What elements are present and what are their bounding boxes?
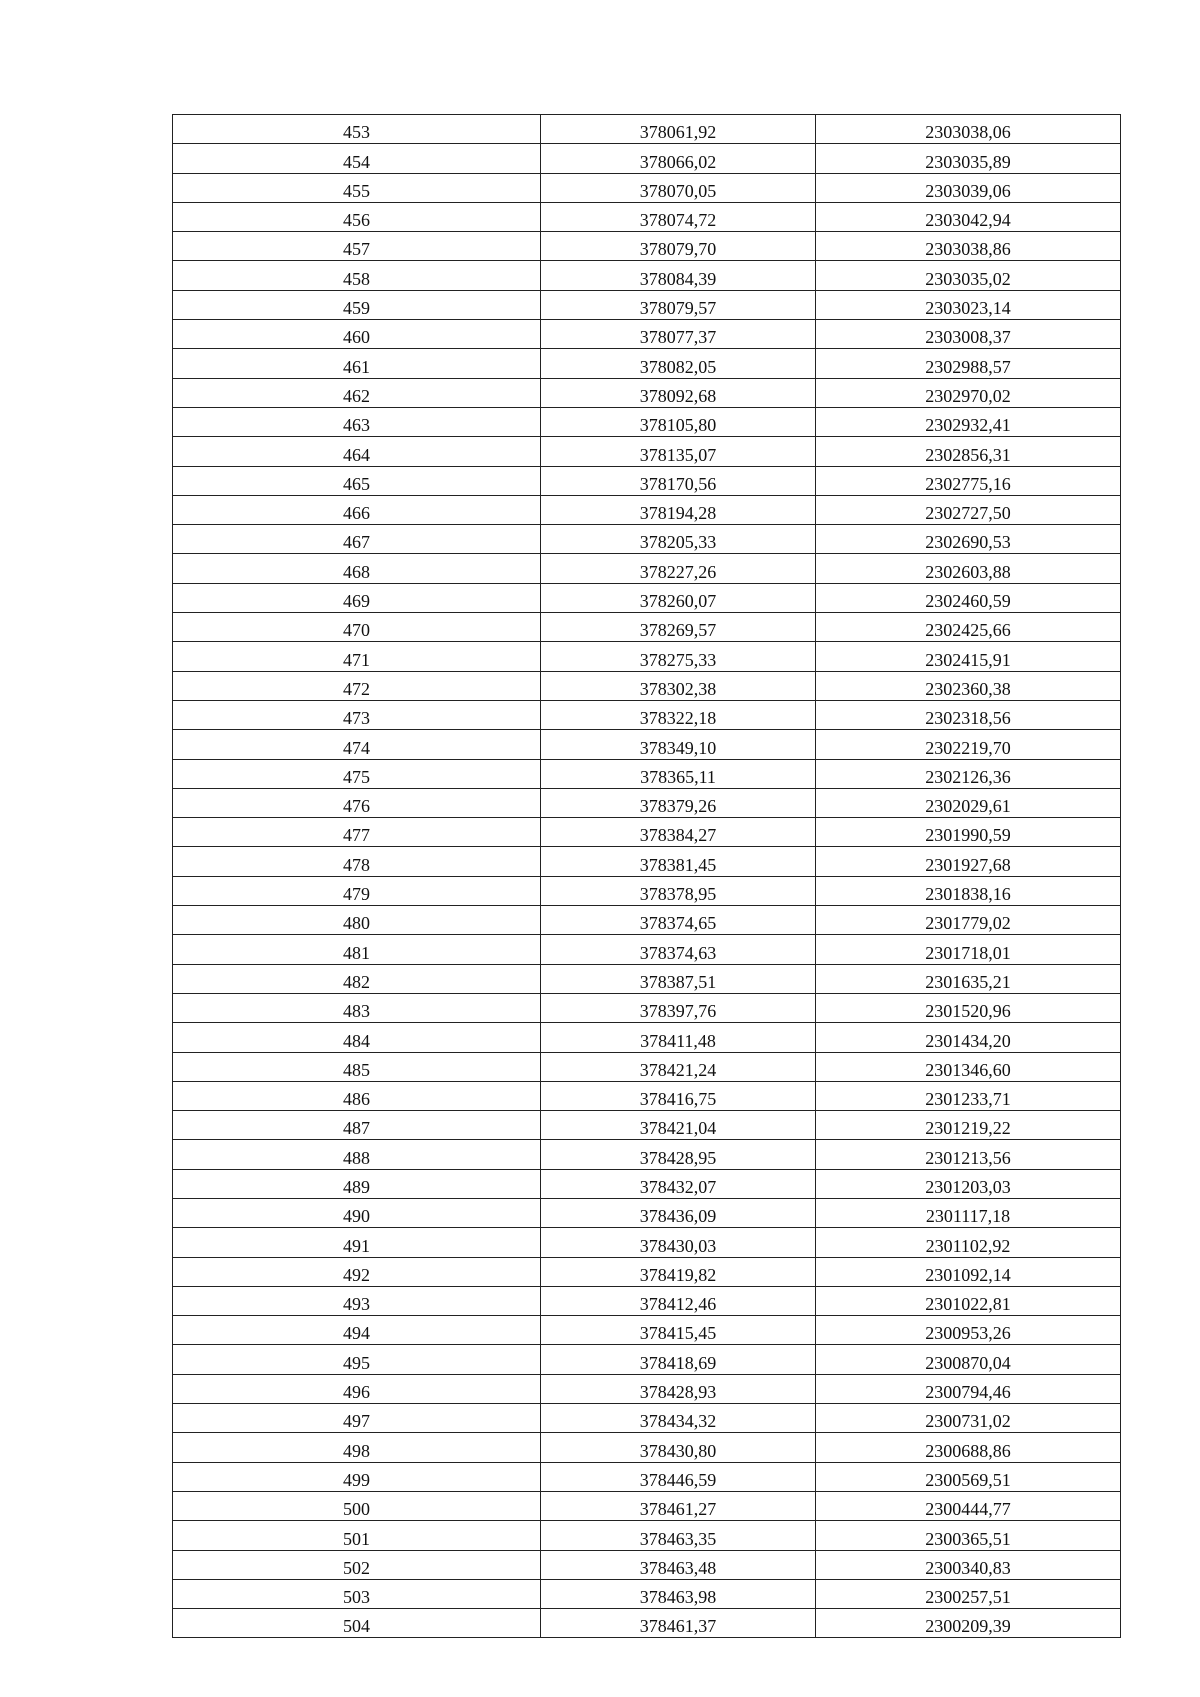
table-row (173, 495, 1121, 524)
y-coordinate-cell: 2303023,14 (816, 290, 1121, 319)
point-number-cell: 477 (173, 818, 541, 847)
y-coordinate-cell: 2301434,20 (816, 1023, 1121, 1052)
point-number-cell: 471 (173, 642, 541, 671)
point-number-cell: 466 (173, 495, 541, 524)
x-coordinate-cell: 378463,48 (541, 1550, 816, 1579)
point-number-cell: 487 (173, 1111, 541, 1140)
y-coordinate-cell: 2302460,59 (816, 583, 1121, 612)
y-coordinate-cell: 2303008,37 (816, 320, 1121, 349)
table-row (173, 320, 1121, 349)
table-row (173, 993, 1121, 1022)
point-number-cell: 489 (173, 1169, 541, 1198)
table-row (173, 1052, 1121, 1081)
table-row (173, 407, 1121, 436)
y-coordinate-cell: 2301346,60 (816, 1052, 1121, 1081)
x-coordinate-cell: 378269,57 (541, 613, 816, 642)
point-number-cell: 453 (173, 115, 541, 144)
y-coordinate-cell: 2303038,86 (816, 232, 1121, 261)
y-coordinate-cell: 2303035,02 (816, 261, 1121, 290)
y-coordinate-cell: 2301233,71 (816, 1081, 1121, 1110)
y-coordinate-cell: 2302126,36 (816, 759, 1121, 788)
x-coordinate-cell: 378302,38 (541, 671, 816, 700)
table-row (173, 1462, 1121, 1491)
y-coordinate-cell: 2300870,04 (816, 1345, 1121, 1374)
x-coordinate-cell: 378077,37 (541, 320, 816, 349)
table-row (173, 671, 1121, 700)
table-row (173, 788, 1121, 817)
point-number-cell: 461 (173, 349, 541, 378)
y-coordinate-cell: 2302727,50 (816, 495, 1121, 524)
x-coordinate-cell: 378260,07 (541, 583, 816, 612)
y-coordinate-cell: 2300731,02 (816, 1404, 1121, 1433)
y-coordinate-cell: 2302360,38 (816, 671, 1121, 700)
y-coordinate-cell: 2300794,46 (816, 1374, 1121, 1403)
y-coordinate-cell: 2303038,06 (816, 115, 1121, 144)
table-row (173, 1374, 1121, 1403)
y-coordinate-cell: 2302690,53 (816, 525, 1121, 554)
x-coordinate-cell: 378434,32 (541, 1404, 816, 1433)
point-number-cell: 462 (173, 378, 541, 407)
y-coordinate-cell: 2302219,70 (816, 730, 1121, 759)
y-coordinate-cell: 2303042,94 (816, 202, 1121, 231)
x-coordinate-cell: 378397,76 (541, 993, 816, 1022)
point-number-cell: 490 (173, 1198, 541, 1227)
table-row (173, 349, 1121, 378)
point-number-cell: 491 (173, 1228, 541, 1257)
table-row (173, 1521, 1121, 1550)
point-number-cell: 502 (173, 1550, 541, 1579)
y-coordinate-cell: 2300688,86 (816, 1433, 1121, 1462)
table-row (173, 1023, 1121, 1052)
y-coordinate-cell: 2301219,22 (816, 1111, 1121, 1140)
x-coordinate-cell: 378381,45 (541, 847, 816, 876)
x-coordinate-cell: 378418,69 (541, 1345, 816, 1374)
y-coordinate-cell: 2300257,51 (816, 1579, 1121, 1608)
x-coordinate-cell: 378322,18 (541, 700, 816, 729)
x-coordinate-cell: 378411,48 (541, 1023, 816, 1052)
table-row (173, 583, 1121, 612)
x-coordinate-cell: 378415,45 (541, 1316, 816, 1345)
x-coordinate-cell: 378412,46 (541, 1286, 816, 1315)
y-coordinate-cell: 2302988,57 (816, 349, 1121, 378)
point-number-cell: 473 (173, 700, 541, 729)
x-coordinate-cell: 378205,33 (541, 525, 816, 554)
y-coordinate-cell: 2303035,89 (816, 144, 1121, 173)
x-coordinate-cell: 378170,56 (541, 466, 816, 495)
point-number-cell: 468 (173, 554, 541, 583)
coordinates-table (172, 114, 1121, 1638)
point-number-cell: 479 (173, 876, 541, 905)
x-coordinate-cell: 378227,26 (541, 554, 816, 583)
point-number-cell: 501 (173, 1521, 541, 1550)
table-row (173, 173, 1121, 202)
x-coordinate-cell: 378428,95 (541, 1140, 816, 1169)
point-number-cell: 500 (173, 1491, 541, 1520)
y-coordinate-cell: 2302425,66 (816, 613, 1121, 642)
y-coordinate-cell: 2301718,01 (816, 935, 1121, 964)
table-row (173, 232, 1121, 261)
table-row (173, 906, 1121, 935)
x-coordinate-cell: 378461,37 (541, 1609, 816, 1638)
x-coordinate-cell: 378084,39 (541, 261, 816, 290)
y-coordinate-cell: 2302856,31 (816, 437, 1121, 466)
point-number-cell: 480 (173, 906, 541, 935)
point-number-cell: 470 (173, 613, 541, 642)
y-coordinate-cell: 2302318,56 (816, 700, 1121, 729)
x-coordinate-cell: 378349,10 (541, 730, 816, 759)
point-number-cell: 481 (173, 935, 541, 964)
point-number-cell: 494 (173, 1316, 541, 1345)
x-coordinate-cell: 378374,65 (541, 906, 816, 935)
x-coordinate-cell: 378430,03 (541, 1228, 816, 1257)
table-row (173, 1169, 1121, 1198)
x-coordinate-cell: 378430,80 (541, 1433, 816, 1462)
y-coordinate-cell: 2301635,21 (816, 964, 1121, 993)
table-row (173, 437, 1121, 466)
point-number-cell: 458 (173, 261, 541, 290)
x-coordinate-cell: 378428,93 (541, 1374, 816, 1403)
y-coordinate-cell: 2301213,56 (816, 1140, 1121, 1169)
coordinates-table-body (173, 115, 1121, 1638)
table-row (173, 1433, 1121, 1462)
x-coordinate-cell: 378463,98 (541, 1579, 816, 1608)
y-coordinate-cell: 2301927,68 (816, 847, 1121, 876)
point-number-cell: 498 (173, 1433, 541, 1462)
x-coordinate-cell: 378436,09 (541, 1198, 816, 1227)
point-number-cell: 463 (173, 407, 541, 436)
y-coordinate-cell: 2302415,91 (816, 642, 1121, 671)
point-number-cell: 467 (173, 525, 541, 554)
table-row (173, 378, 1121, 407)
x-coordinate-cell: 378384,27 (541, 818, 816, 847)
y-coordinate-cell: 2301092,14 (816, 1257, 1121, 1286)
table-row (173, 1316, 1121, 1345)
table-row (173, 1609, 1121, 1638)
point-number-cell: 465 (173, 466, 541, 495)
x-coordinate-cell: 378446,59 (541, 1462, 816, 1491)
y-coordinate-cell: 2300209,39 (816, 1609, 1121, 1638)
x-coordinate-cell: 378074,72 (541, 202, 816, 231)
y-coordinate-cell: 2301990,59 (816, 818, 1121, 847)
x-coordinate-cell: 378463,35 (541, 1521, 816, 1550)
point-number-cell: 460 (173, 320, 541, 349)
table-row (173, 1140, 1121, 1169)
table-row (173, 261, 1121, 290)
table-row (173, 1111, 1121, 1140)
table-row (173, 759, 1121, 788)
point-number-cell: 499 (173, 1462, 541, 1491)
table-row (173, 876, 1121, 905)
point-number-cell: 455 (173, 173, 541, 202)
table-row (173, 818, 1121, 847)
y-coordinate-cell: 2300953,26 (816, 1316, 1121, 1345)
y-coordinate-cell: 2301203,03 (816, 1169, 1121, 1198)
table-row (173, 1491, 1121, 1520)
x-coordinate-cell: 378105,80 (541, 407, 816, 436)
point-number-cell: 497 (173, 1404, 541, 1433)
x-coordinate-cell: 378061,92 (541, 115, 816, 144)
y-coordinate-cell: 2301117,18 (816, 1198, 1121, 1227)
table-row (173, 554, 1121, 583)
x-coordinate-cell: 378066,02 (541, 144, 816, 173)
y-coordinate-cell: 2302932,41 (816, 407, 1121, 436)
x-coordinate-cell: 378432,07 (541, 1169, 816, 1198)
point-number-cell: 457 (173, 232, 541, 261)
y-coordinate-cell: 2300365,51 (816, 1521, 1121, 1550)
y-coordinate-cell: 2303039,06 (816, 173, 1121, 202)
point-number-cell: 454 (173, 144, 541, 173)
point-number-cell: 495 (173, 1345, 541, 1374)
point-number-cell: 486 (173, 1081, 541, 1110)
x-coordinate-cell: 378135,07 (541, 437, 816, 466)
point-number-cell: 488 (173, 1140, 541, 1169)
point-number-cell: 493 (173, 1286, 541, 1315)
point-number-cell: 496 (173, 1374, 541, 1403)
point-number-cell: 484 (173, 1023, 541, 1052)
x-coordinate-cell: 378079,57 (541, 290, 816, 319)
point-number-cell: 464 (173, 437, 541, 466)
x-coordinate-cell: 378421,24 (541, 1052, 816, 1081)
y-coordinate-cell: 2301520,96 (816, 993, 1121, 1022)
table-row (173, 202, 1121, 231)
table-row (173, 1081, 1121, 1110)
point-number-cell: 504 (173, 1609, 541, 1638)
x-coordinate-cell: 378387,51 (541, 964, 816, 993)
y-coordinate-cell: 2302029,61 (816, 788, 1121, 817)
y-coordinate-cell: 2301779,02 (816, 906, 1121, 935)
table-row (173, 1257, 1121, 1286)
point-number-cell: 476 (173, 788, 541, 817)
point-number-cell: 469 (173, 583, 541, 612)
table-row (173, 525, 1121, 554)
x-coordinate-cell: 378461,27 (541, 1491, 816, 1520)
point-number-cell: 456 (173, 202, 541, 231)
point-number-cell: 472 (173, 671, 541, 700)
table-row (173, 290, 1121, 319)
y-coordinate-cell: 2301838,16 (816, 876, 1121, 905)
table-row (173, 700, 1121, 729)
point-number-cell: 503 (173, 1579, 541, 1608)
x-coordinate-cell: 378079,70 (541, 232, 816, 261)
y-coordinate-cell: 2301022,81 (816, 1286, 1121, 1315)
x-coordinate-cell: 378082,05 (541, 349, 816, 378)
table-row (173, 466, 1121, 495)
table-row (173, 964, 1121, 993)
x-coordinate-cell: 378374,63 (541, 935, 816, 964)
point-number-cell: 482 (173, 964, 541, 993)
x-coordinate-cell: 378275,33 (541, 642, 816, 671)
x-coordinate-cell: 378378,95 (541, 876, 816, 905)
table-row (173, 1550, 1121, 1579)
x-coordinate-cell: 378416,75 (541, 1081, 816, 1110)
y-coordinate-cell: 2300340,83 (816, 1550, 1121, 1579)
point-number-cell: 475 (173, 759, 541, 788)
y-coordinate-cell: 2302775,16 (816, 466, 1121, 495)
y-coordinate-cell: 2301102,92 (816, 1228, 1121, 1257)
x-coordinate-cell: 378194,28 (541, 495, 816, 524)
table-row (173, 1286, 1121, 1315)
x-coordinate-cell: 378365,11 (541, 759, 816, 788)
y-coordinate-cell: 2302970,02 (816, 378, 1121, 407)
y-coordinate-cell: 2300569,51 (816, 1462, 1121, 1491)
x-coordinate-cell: 378070,05 (541, 173, 816, 202)
y-coordinate-cell: 2302603,88 (816, 554, 1121, 583)
table-row (173, 613, 1121, 642)
x-coordinate-cell: 378421,04 (541, 1111, 816, 1140)
point-number-cell: 478 (173, 847, 541, 876)
table-row (173, 642, 1121, 671)
x-coordinate-cell: 378092,68 (541, 378, 816, 407)
x-coordinate-cell: 378419,82 (541, 1257, 816, 1286)
table-row (173, 115, 1121, 144)
table-row (173, 1579, 1121, 1608)
point-number-cell: 485 (173, 1052, 541, 1081)
table-row (173, 1228, 1121, 1257)
point-number-cell: 492 (173, 1257, 541, 1286)
point-number-cell: 474 (173, 730, 541, 759)
y-coordinate-cell: 2300444,77 (816, 1491, 1121, 1520)
table-row (173, 935, 1121, 964)
table-row (173, 144, 1121, 173)
table-row (173, 847, 1121, 876)
table-row (173, 1198, 1121, 1227)
point-number-cell: 459 (173, 290, 541, 319)
table-row (173, 730, 1121, 759)
x-coordinate-cell: 378379,26 (541, 788, 816, 817)
point-number-cell: 483 (173, 993, 541, 1022)
table-row (173, 1404, 1121, 1433)
table-row (173, 1345, 1121, 1374)
